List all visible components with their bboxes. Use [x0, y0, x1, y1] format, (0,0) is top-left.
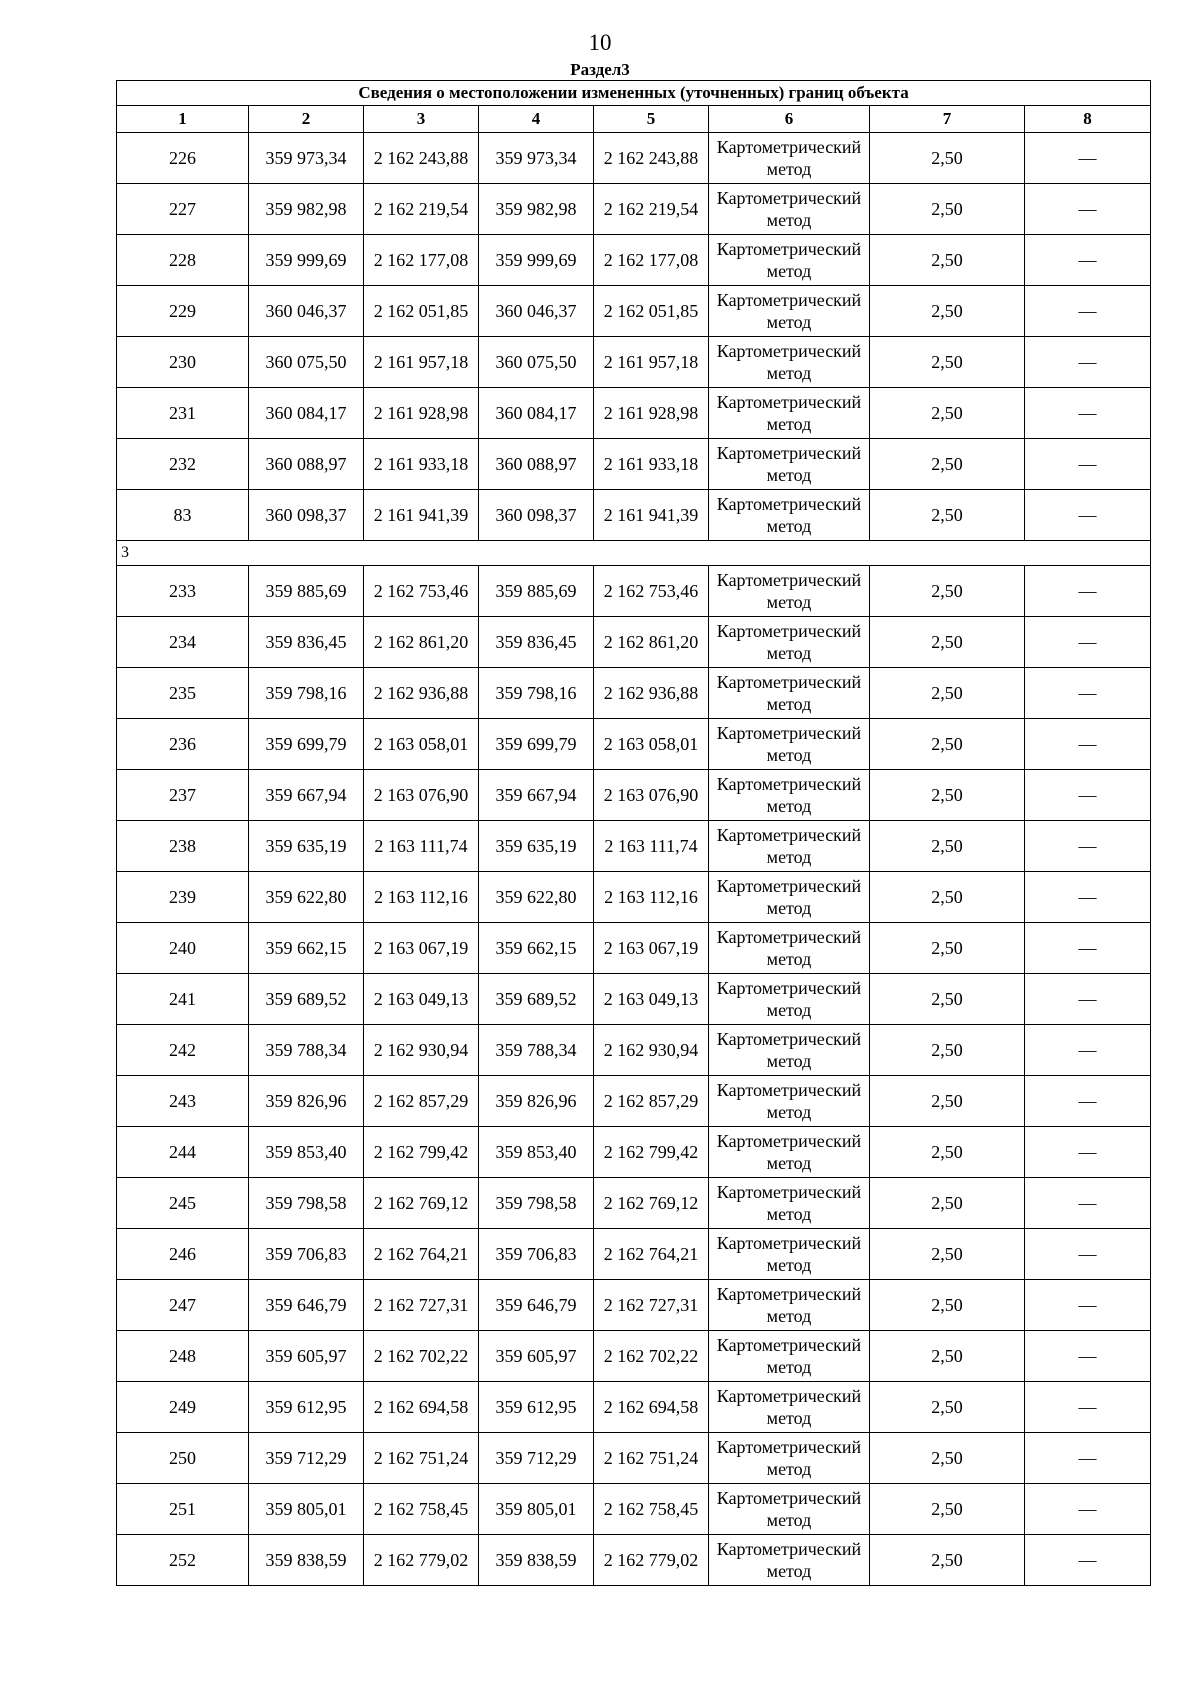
- y-existing-cell: 2 162 936,88: [364, 668, 479, 719]
- table-row: [117, 1535, 1151, 1586]
- x-new-cell: 359 826,96: [479, 1076, 594, 1127]
- contour-label: 3: [117, 541, 1151, 566]
- x-existing-cell: 360 098,37: [249, 490, 364, 541]
- y-existing-cell: 2 162 930,94: [364, 1025, 479, 1076]
- section-title: Раздел3: [570, 60, 630, 79]
- coordinates-table: [116, 80, 1151, 1586]
- table-row: [117, 235, 1151, 286]
- table-header-row: [117, 106, 1151, 133]
- y-existing-cell: 2 161 933,18: [364, 439, 479, 490]
- x-existing-cell: 359 798,16: [249, 668, 364, 719]
- table-row: [117, 770, 1151, 821]
- table-row: [117, 1331, 1151, 1382]
- point-number-cell: 252: [117, 1535, 249, 1586]
- accuracy-cell: 2,50: [870, 286, 1025, 337]
- x-new-cell: 360 098,37: [479, 490, 594, 541]
- y-new-cell: 2 162 799,42: [594, 1127, 709, 1178]
- y-existing-cell: 2 162 051,85: [364, 286, 479, 337]
- y-existing-cell: 2 162 694,58: [364, 1382, 479, 1433]
- y-existing-cell: 2 162 764,21: [364, 1229, 479, 1280]
- accuracy-cell: 2,50: [870, 719, 1025, 770]
- accuracy-cell: 2,50: [870, 1535, 1025, 1586]
- table-row: [117, 872, 1151, 923]
- x-new-cell: 359 885,69: [479, 566, 594, 617]
- column-header: 2: [249, 106, 364, 133]
- y-new-cell: 2 162 177,08: [594, 235, 709, 286]
- accuracy-cell: 2,50: [870, 1178, 1025, 1229]
- accuracy-cell: 2,50: [870, 388, 1025, 439]
- table-row: [117, 719, 1151, 770]
- y-new-cell: 2 162 779,02: [594, 1535, 709, 1586]
- y-existing-cell: 2 161 941,39: [364, 490, 479, 541]
- table-row: [117, 133, 1151, 184]
- x-new-cell: 359 798,16: [479, 668, 594, 719]
- method-cell: Картометрический метод: [709, 286, 870, 337]
- x-existing-cell: 359 612,95: [249, 1382, 364, 1433]
- x-new-cell: 359 982,98: [479, 184, 594, 235]
- method-cell: Картометрический метод: [709, 1127, 870, 1178]
- method-cell: Картометрический метод: [709, 184, 870, 235]
- y-new-cell: 2 162 243,88: [594, 133, 709, 184]
- x-new-cell: 360 088,97: [479, 439, 594, 490]
- point-number-cell: 244: [117, 1127, 249, 1178]
- accuracy-cell: 2,50: [870, 821, 1025, 872]
- method-cell: Картометрический метод: [709, 872, 870, 923]
- description-cell: —: [1025, 1076, 1151, 1127]
- method-cell: Картометрический метод: [709, 770, 870, 821]
- x-existing-cell: 359 836,45: [249, 617, 364, 668]
- accuracy-cell: 2,50: [870, 1076, 1025, 1127]
- point-number-cell: 233: [117, 566, 249, 617]
- y-new-cell: 2 162 930,94: [594, 1025, 709, 1076]
- x-existing-cell: 359 605,97: [249, 1331, 364, 1382]
- accuracy-cell: 2,50: [870, 566, 1025, 617]
- description-cell: —: [1025, 872, 1151, 923]
- x-existing-cell: 359 622,80: [249, 872, 364, 923]
- table-caption-row: [117, 81, 1151, 106]
- description-cell: —: [1025, 1331, 1151, 1382]
- method-cell: Картометрический метод: [709, 1535, 870, 1586]
- table-row: [117, 286, 1151, 337]
- y-existing-cell: 2 163 058,01: [364, 719, 479, 770]
- y-new-cell: 2 161 957,18: [594, 337, 709, 388]
- point-number-cell: 249: [117, 1382, 249, 1433]
- point-number-cell: 250: [117, 1433, 249, 1484]
- table-body: [117, 133, 1151, 1586]
- y-existing-cell: 2 163 111,74: [364, 821, 479, 872]
- accuracy-cell: 2,50: [870, 439, 1025, 490]
- y-existing-cell: 2 162 177,08: [364, 235, 479, 286]
- x-existing-cell: 359 689,52: [249, 974, 364, 1025]
- x-existing-cell: 359 973,34: [249, 133, 364, 184]
- y-new-cell: 2 162 051,85: [594, 286, 709, 337]
- x-existing-cell: 359 885,69: [249, 566, 364, 617]
- x-existing-cell: 359 788,34: [249, 1025, 364, 1076]
- y-existing-cell: 2 162 799,42: [364, 1127, 479, 1178]
- x-new-cell: 360 075,50: [479, 337, 594, 388]
- point-number-cell: 235: [117, 668, 249, 719]
- table-row: [117, 337, 1151, 388]
- column-header: 7: [870, 106, 1025, 133]
- y-existing-cell: 2 162 758,45: [364, 1484, 479, 1535]
- description-cell: —: [1025, 923, 1151, 974]
- y-new-cell: 2 162 857,29: [594, 1076, 709, 1127]
- y-existing-cell: 2 161 957,18: [364, 337, 479, 388]
- accuracy-cell: 2,50: [870, 1433, 1025, 1484]
- accuracy-cell: 2,50: [870, 184, 1025, 235]
- point-number-cell: 247: [117, 1280, 249, 1331]
- point-number-cell: 242: [117, 1025, 249, 1076]
- y-existing-cell: 2 162 727,31: [364, 1280, 479, 1331]
- y-new-cell: 2 163 111,74: [594, 821, 709, 872]
- point-number-cell: 246: [117, 1229, 249, 1280]
- column-header: 4: [479, 106, 594, 133]
- y-new-cell: 2 162 861,20: [594, 617, 709, 668]
- y-existing-cell: 2 163 076,90: [364, 770, 479, 821]
- point-number-cell: 234: [117, 617, 249, 668]
- x-new-cell: 359 612,95: [479, 1382, 594, 1433]
- x-new-cell: 359 635,19: [479, 821, 594, 872]
- y-new-cell: 2 162 769,12: [594, 1178, 709, 1229]
- point-number-cell: 237: [117, 770, 249, 821]
- point-number-cell: 230: [117, 337, 249, 388]
- x-existing-cell: 359 646,79: [249, 1280, 364, 1331]
- description-cell: —: [1025, 1127, 1151, 1178]
- method-cell: Картометрический метод: [709, 337, 870, 388]
- description-cell: —: [1025, 1229, 1151, 1280]
- description-cell: —: [1025, 974, 1151, 1025]
- y-existing-cell: 2 163 067,19: [364, 923, 479, 974]
- accuracy-cell: 2,50: [870, 1229, 1025, 1280]
- method-cell: Картометрический метод: [709, 668, 870, 719]
- point-number-cell: 248: [117, 1331, 249, 1382]
- x-existing-cell: 359 982,98: [249, 184, 364, 235]
- method-cell: Картометрический метод: [709, 719, 870, 770]
- method-cell: Картометрический метод: [709, 133, 870, 184]
- accuracy-cell: 2,50: [870, 1382, 1025, 1433]
- point-number-cell: 226: [117, 133, 249, 184]
- accuracy-cell: 2,50: [870, 1280, 1025, 1331]
- table-row: [117, 1280, 1151, 1331]
- point-number-cell: 229: [117, 286, 249, 337]
- y-new-cell: 2 162 702,22: [594, 1331, 709, 1382]
- x-existing-cell: 360 046,37: [249, 286, 364, 337]
- x-existing-cell: 359 999,69: [249, 235, 364, 286]
- table-row: [117, 1178, 1151, 1229]
- x-new-cell: 359 706,83: [479, 1229, 594, 1280]
- page-number: 10: [588, 30, 612, 55]
- accuracy-cell: 2,50: [870, 872, 1025, 923]
- method-cell: Картометрический метод: [709, 1280, 870, 1331]
- method-cell: Картометрический метод: [709, 388, 870, 439]
- y-existing-cell: 2 162 753,46: [364, 566, 479, 617]
- x-new-cell: 359 853,40: [479, 1127, 594, 1178]
- y-new-cell: 2 162 758,45: [594, 1484, 709, 1535]
- description-cell: —: [1025, 770, 1151, 821]
- point-number-cell: 83: [117, 490, 249, 541]
- description-cell: —: [1025, 1535, 1151, 1586]
- x-new-cell: 359 662,15: [479, 923, 594, 974]
- description-cell: —: [1025, 1382, 1151, 1433]
- description-cell: —: [1025, 1433, 1151, 1484]
- method-cell: Картометрический метод: [709, 490, 870, 541]
- table-caption: Сведения о местоположении измененных (уточненных) границ объекта: [117, 81, 1151, 106]
- x-new-cell: 359 838,59: [479, 1535, 594, 1586]
- y-existing-cell: 2 162 779,02: [364, 1535, 479, 1586]
- y-existing-cell: 2 162 751,24: [364, 1433, 479, 1484]
- y-existing-cell: 2 162 769,12: [364, 1178, 479, 1229]
- y-new-cell: 2 162 751,24: [594, 1433, 709, 1484]
- y-new-cell: 2 162 753,46: [594, 566, 709, 617]
- x-new-cell: 359 622,80: [479, 872, 594, 923]
- y-new-cell: 2 162 219,54: [594, 184, 709, 235]
- x-new-cell: 360 084,17: [479, 388, 594, 439]
- x-existing-cell: 359 706,83: [249, 1229, 364, 1280]
- accuracy-cell: 2,50: [870, 490, 1025, 541]
- table-row: [117, 388, 1151, 439]
- column-header: 5: [594, 106, 709, 133]
- accuracy-cell: 2,50: [870, 770, 1025, 821]
- table-row: [117, 1229, 1151, 1280]
- method-cell: Картометрический метод: [709, 1484, 870, 1535]
- x-new-cell: 359 836,45: [479, 617, 594, 668]
- description-cell: —: [1025, 490, 1151, 541]
- method-cell: Картометрический метод: [709, 566, 870, 617]
- point-number-cell: 240: [117, 923, 249, 974]
- x-new-cell: 359 605,97: [479, 1331, 594, 1382]
- method-cell: Картометрический метод: [709, 1382, 870, 1433]
- y-new-cell: 2 161 933,18: [594, 439, 709, 490]
- description-cell: —: [1025, 1178, 1151, 1229]
- y-existing-cell: 2 162 861,20: [364, 617, 479, 668]
- y-new-cell: 2 162 936,88: [594, 668, 709, 719]
- y-existing-cell: 2 162 857,29: [364, 1076, 479, 1127]
- method-cell: Картометрический метод: [709, 821, 870, 872]
- point-number-cell: 251: [117, 1484, 249, 1535]
- description-cell: —: [1025, 286, 1151, 337]
- x-existing-cell: 359 838,59: [249, 1535, 364, 1586]
- table-row: [117, 821, 1151, 872]
- point-number-cell: 228: [117, 235, 249, 286]
- x-existing-cell: 360 084,17: [249, 388, 364, 439]
- x-existing-cell: 359 712,29: [249, 1433, 364, 1484]
- table-row: [117, 1433, 1151, 1484]
- method-cell: Картометрический метод: [709, 235, 870, 286]
- description-cell: —: [1025, 821, 1151, 872]
- method-cell: Картометрический метод: [709, 1025, 870, 1076]
- method-cell: Картометрический метод: [709, 1229, 870, 1280]
- x-existing-cell: 359 667,94: [249, 770, 364, 821]
- y-new-cell: 2 163 112,16: [594, 872, 709, 923]
- x-new-cell: 359 699,79: [479, 719, 594, 770]
- x-existing-cell: 359 635,19: [249, 821, 364, 872]
- x-existing-cell: 359 805,01: [249, 1484, 364, 1535]
- x-new-cell: 359 712,29: [479, 1433, 594, 1484]
- table-row: [117, 439, 1151, 490]
- table-row: [117, 184, 1151, 235]
- x-new-cell: 359 646,79: [479, 1280, 594, 1331]
- x-new-cell: 360 046,37: [479, 286, 594, 337]
- point-number-cell: 241: [117, 974, 249, 1025]
- accuracy-cell: 2,50: [870, 1331, 1025, 1382]
- point-number-cell: 232: [117, 439, 249, 490]
- y-new-cell: 2 162 727,31: [594, 1280, 709, 1331]
- y-new-cell: 2 163 076,90: [594, 770, 709, 821]
- description-cell: —: [1025, 133, 1151, 184]
- description-cell: —: [1025, 235, 1151, 286]
- column-header: 6: [709, 106, 870, 133]
- x-new-cell: 359 667,94: [479, 770, 594, 821]
- method-cell: Картометрический метод: [709, 1433, 870, 1484]
- accuracy-cell: 2,50: [870, 974, 1025, 1025]
- y-new-cell: 2 163 049,13: [594, 974, 709, 1025]
- accuracy-cell: 2,50: [870, 1025, 1025, 1076]
- point-number-cell: 245: [117, 1178, 249, 1229]
- table-row: [117, 617, 1151, 668]
- x-existing-cell: 359 699,79: [249, 719, 364, 770]
- x-existing-cell: 359 662,15: [249, 923, 364, 974]
- x-existing-cell: 359 826,96: [249, 1076, 364, 1127]
- description-cell: —: [1025, 668, 1151, 719]
- x-new-cell: 359 788,34: [479, 1025, 594, 1076]
- method-cell: Картометрический метод: [709, 1178, 870, 1229]
- description-cell: —: [1025, 1025, 1151, 1076]
- accuracy-cell: 2,50: [870, 1127, 1025, 1178]
- y-existing-cell: 2 163 112,16: [364, 872, 479, 923]
- x-new-cell: 359 973,34: [479, 133, 594, 184]
- table-row: [117, 923, 1151, 974]
- method-cell: Картометрический метод: [709, 439, 870, 490]
- column-header: 1: [117, 106, 249, 133]
- accuracy-cell: 2,50: [870, 1484, 1025, 1535]
- y-existing-cell: 2 161 928,98: [364, 388, 479, 439]
- x-new-cell: 359 798,58: [479, 1178, 594, 1229]
- description-cell: —: [1025, 1484, 1151, 1535]
- y-existing-cell: 2 163 049,13: [364, 974, 479, 1025]
- table-row: [117, 566, 1151, 617]
- y-new-cell: 2 163 067,19: [594, 923, 709, 974]
- y-new-cell: 2 162 694,58: [594, 1382, 709, 1433]
- column-header: 3: [364, 106, 479, 133]
- method-cell: Картометрический метод: [709, 923, 870, 974]
- description-cell: —: [1025, 184, 1151, 235]
- point-number-cell: 236: [117, 719, 249, 770]
- description-cell: —: [1025, 617, 1151, 668]
- table-row: [117, 668, 1151, 719]
- point-number-cell: 243: [117, 1076, 249, 1127]
- point-number-cell: 231: [117, 388, 249, 439]
- table-row: [117, 1025, 1151, 1076]
- table-row: [117, 974, 1151, 1025]
- table-row: [117, 490, 1151, 541]
- column-header: 8: [1025, 106, 1151, 133]
- method-cell: Картометрический метод: [709, 1076, 870, 1127]
- point-number-cell: 239: [117, 872, 249, 923]
- table-row: [117, 1382, 1151, 1433]
- x-existing-cell: 359 853,40: [249, 1127, 364, 1178]
- x-new-cell: 359 805,01: [479, 1484, 594, 1535]
- method-cell: Картометрический метод: [709, 974, 870, 1025]
- accuracy-cell: 2,50: [870, 923, 1025, 974]
- accuracy-cell: 2,50: [870, 133, 1025, 184]
- table-row: [117, 1484, 1151, 1535]
- description-cell: —: [1025, 439, 1151, 490]
- contour-row: [117, 541, 1151, 566]
- y-new-cell: 2 161 941,39: [594, 490, 709, 541]
- accuracy-cell: 2,50: [870, 235, 1025, 286]
- y-new-cell: 2 162 764,21: [594, 1229, 709, 1280]
- y-new-cell: 2 161 928,98: [594, 388, 709, 439]
- x-existing-cell: 360 088,97: [249, 439, 364, 490]
- description-cell: —: [1025, 566, 1151, 617]
- table-row: [117, 1127, 1151, 1178]
- point-number-cell: 227: [117, 184, 249, 235]
- x-new-cell: 359 689,52: [479, 974, 594, 1025]
- description-cell: —: [1025, 388, 1151, 439]
- description-cell: —: [1025, 337, 1151, 388]
- x-existing-cell: 359 798,58: [249, 1178, 364, 1229]
- y-existing-cell: 2 162 243,88: [364, 133, 479, 184]
- y-existing-cell: 2 162 219,54: [364, 184, 479, 235]
- point-number-cell: 238: [117, 821, 249, 872]
- method-cell: Картометрический метод: [709, 617, 870, 668]
- x-new-cell: 359 999,69: [479, 235, 594, 286]
- accuracy-cell: 2,50: [870, 668, 1025, 719]
- accuracy-cell: 2,50: [870, 617, 1025, 668]
- accuracy-cell: 2,50: [870, 337, 1025, 388]
- y-existing-cell: 2 162 702,22: [364, 1331, 479, 1382]
- y-new-cell: 2 163 058,01: [594, 719, 709, 770]
- description-cell: —: [1025, 719, 1151, 770]
- table-row: [117, 1076, 1151, 1127]
- x-existing-cell: 360 075,50: [249, 337, 364, 388]
- method-cell: Картометрический метод: [709, 1331, 870, 1382]
- description-cell: —: [1025, 1280, 1151, 1331]
